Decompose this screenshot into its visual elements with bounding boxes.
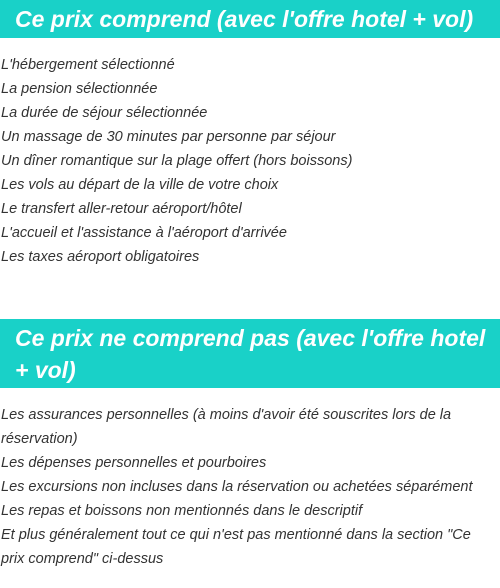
price-includes-heading: Ce prix comprend (avec l'offre hotel + vol) <box>0 0 500 38</box>
list-item: L'accueil et l'assistance à l'aéroport d'arrivée <box>1 225 287 241</box>
price-includes-list <box>0 38 500 269</box>
list-item: La pension sélectionnée <box>1 81 158 97</box>
list-item: Un dîner romantique sur la plage offert (hors boissons) <box>1 153 353 169</box>
list-item: La durée de séjour sélectionnée <box>1 105 208 121</box>
list-item: Le transfert aller-retour aéroport/hôtel <box>1 201 242 217</box>
list-item: Les taxes aéroport obligatoires <box>1 249 200 265</box>
list-item: Les repas et boissons non mentionnés dans le descriptif <box>1 503 363 519</box>
list-item: Les excursions non incluses dans la réservation ou achetées séparément <box>1 479 473 495</box>
list-item: L'hébergement sélectionné <box>1 57 175 73</box>
list-item: Et plus généralement tout ce qui n'est pas mentionné dans la section "Ce prix comprend" ci-dessus <box>1 527 471 567</box>
price-excludes-section <box>0 319 500 571</box>
list-item: Les vols au départ de la ville de votre choix <box>1 177 279 193</box>
price-excludes-list <box>0 388 500 571</box>
list-item: Les assurances personnelles (à moins d'avoir été souscrites lors de la réservation) <box>1 407 452 447</box>
list-item: Les dépenses personnelles et pourboires <box>1 455 267 471</box>
price-excludes-heading: Ce prix ne comprend pas (avec l'offre hotel + vol) <box>0 319 500 388</box>
list-item: Un massage de 30 minutes par personne par séjour <box>1 129 336 145</box>
price-includes-section <box>0 0 500 269</box>
